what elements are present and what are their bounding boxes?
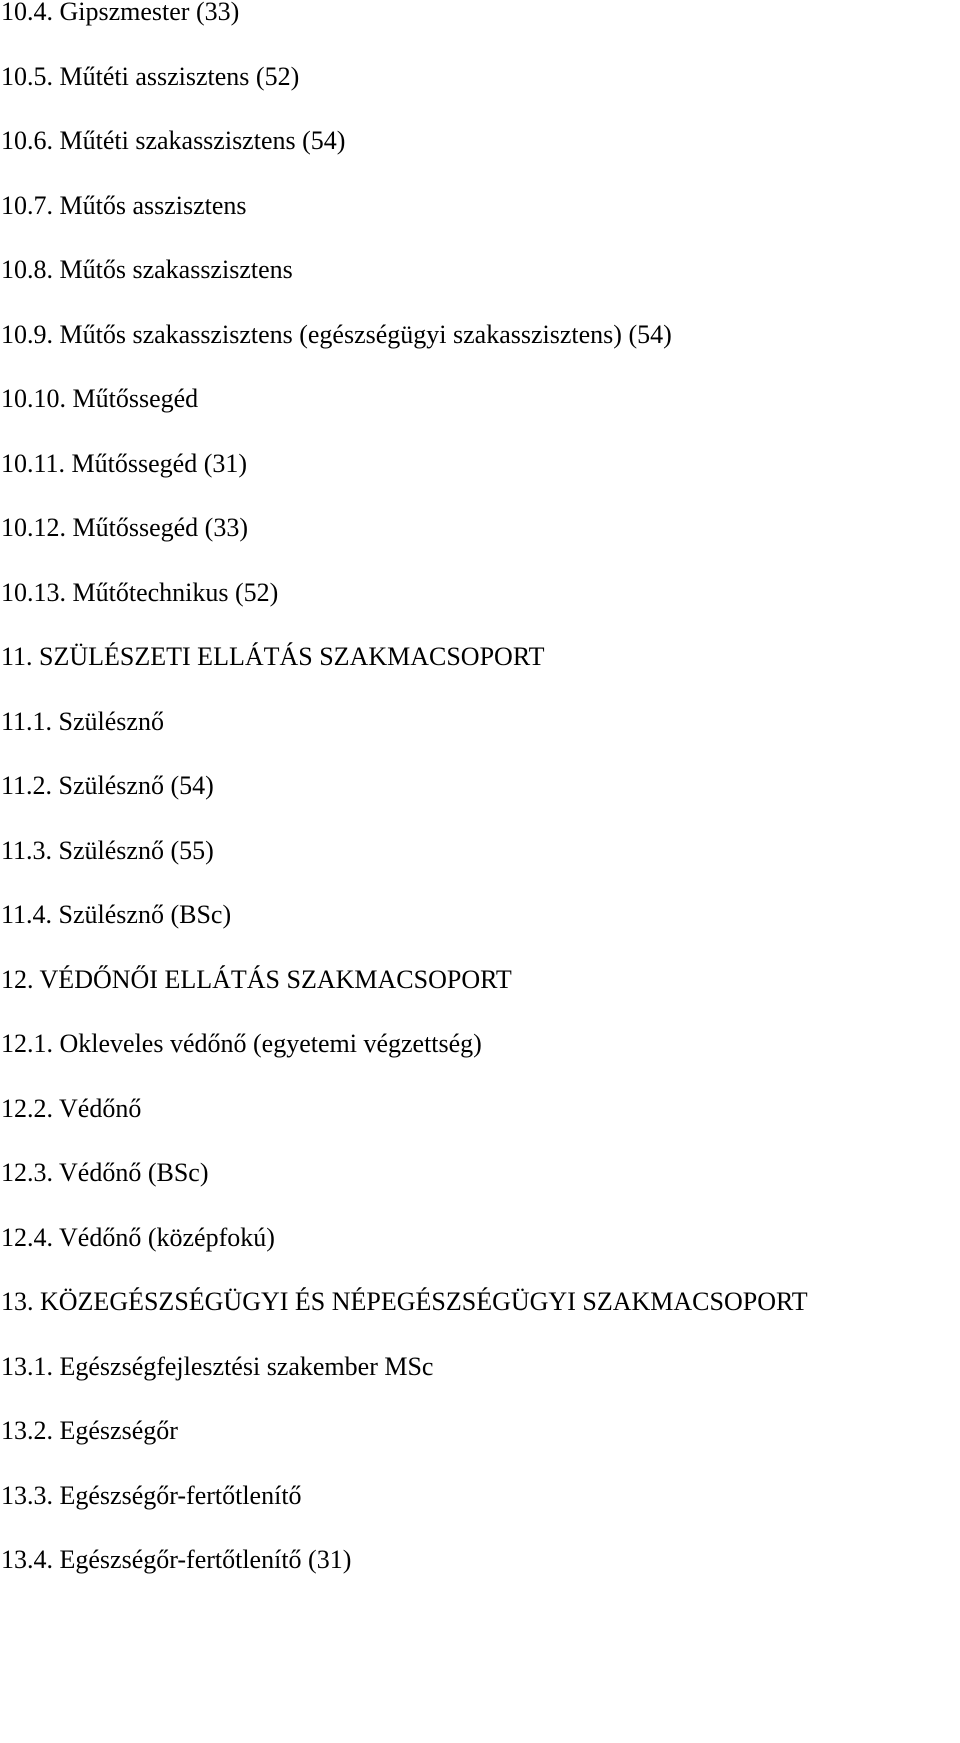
list-item: 12.1. Okleveles védőnő (egyetemi végzettség) [1,1029,482,1058]
list-item: 10.8. Műtős szakasszisztens [1,255,293,284]
list-item: 13.1. Egészségfejlesztési szakember MSc [1,1352,434,1381]
list-item: 11.4. Szülésznő (BSc) [1,900,232,929]
list-item: 10.9. Műtős szakasszisztens (egészségügyi szakasszisztens) (54) [1,320,672,349]
list-item: 11.2. Szülésznő (54) [1,771,214,800]
list-item: 10.5. Műtéti asszisztens (52) [1,62,300,91]
list-item: 10.4. Gipszmester (33) [1,0,240,26]
section-heading: 13. KÖZEGÉSZSÉGÜGYI ÉS NÉPEGÉSZSÉGÜGYI SZAKMACSOPORT [1,1287,808,1316]
list-item: 13.3. Egészségőr-fertőtlenítő [1,1481,302,1510]
list-item: 12.3. Védőnő (BSc) [1,1158,209,1187]
list-item: 10.6. Műtéti szakasszisztens (54) [1,126,346,155]
list-item: 11.1. Szülésznő [1,707,164,736]
list-item: 12.4. Védőnő (középfokú) [1,1223,275,1252]
list-item: 10.11. Műtőssegéd (31) [1,449,248,478]
section-heading: 12. VÉDŐNŐI ELLÁTÁS SZAKMACSOPORT [1,965,512,994]
section-heading: 11. SZÜLÉSZETI ELLÁTÁS SZAKMACSOPORT [1,642,545,671]
list-item: 10.13. Műtőtechnikus (52) [1,578,279,607]
list-item: 11.3. Szülésznő (55) [1,836,214,865]
list-item: 10.10. Műtőssegéd [1,384,199,413]
list-item: 13.4. Egészségőr-fertőtlenítő (31) [1,1545,352,1574]
list-item: 10.12. Műtőssegéd (33) [1,513,248,542]
list-item: 12.2. Védőnő [1,1094,142,1123]
list-item: 10.7. Műtős asszisztens [1,191,247,220]
list-item: 13.2. Egészségőr [1,1416,178,1445]
